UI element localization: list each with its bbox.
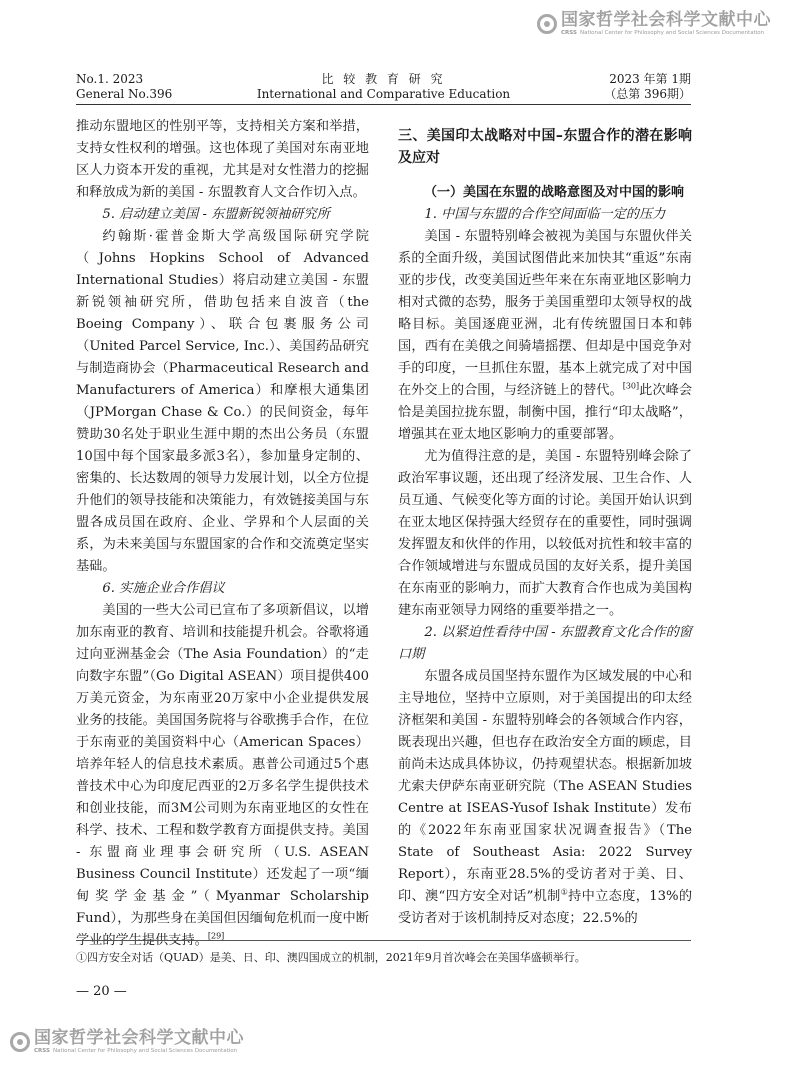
paragraph [76,600,369,952]
header-rule [76,104,691,105]
paragraph-text: 此次峰会恰是美国拉拢东盟，制衡中国，推行“印太战略”，增强其在亚太地区影响力的重要部署。 [398,383,693,442]
subheading: 1. 中国与东盟的合作空间面临一定的压力 [424,207,666,222]
subheading: 5. 启动建立美国 - 东盟新锐领袖研究所 [102,207,330,222]
watermark-title: 国家哲学社会科学文献中心 [561,10,771,30]
section-title: 三、美国印太战略对中国–东盟合作的潜在影响及应对 [398,128,692,166]
issue-number: No.1. 2023 [76,72,144,86]
paragraph-text: 东盟各成员国坚持东盟作为区域发展的中心和主导地位，坚持中立原则，对于美国提出的印太经济框架和美国 - 东盟特别峰会的各领域合作内容，既表现出兴趣，但也存在政治安全方面的顾虑，目前尚未达成具体协议，仍持观望状态。根据新加坡尤索夫伊萨东南亚研究院（The ASEAN Studies Centre at ISEAS-Yusof Ishak Institute）发布的《2022年东南亚国家状况调查报告》（The State of Southeast Asia: 2022 Survey Report），东南亚28.5%的受访者对于美、日、印、澳“四方安全对话”机制 [398,669,692,904]
paragraph: 推动东盟地区的性别平等，支持相关方案和举措，支持女性权利的增强。这也体现了美国对东南亚地区人力资本开发的重视，尤其是对女性潜力的挖掘和释放成为新的美国 - 东盟教育人文合作切入点。 [76,119,369,200]
page-number: — 20 — [76,984,127,999]
subheading: 6. 实施企业合作倡议 [102,581,225,596]
subheading: 2. 以紧迫性看待中国 - 东盟教育文化合作的窗口期 [398,625,692,662]
paragraph: 尤为值得注意的是，美国 - 东盟特别峰会除了政治军事议题，还出现了经济发展、卫生合作、人员互通、气候变化等方面的讨论。美国开始认识到在亚太地区保持强大经贸存在的重要性，同时强调发挥盟友和伙伴的作用，以较低对抗性和较丰富的合作领域增进与东盟成员国的友好关系，提升美国在东南亚的影响力，而扩大教育合作也成为美国构建东南亚领导力网络的重要举措之一。 [398,449,692,618]
watermark-subtitle: National Center for Philosophy and Social Sciences Documentation [579,30,765,36]
subsection-title: （一）美国在东盟的战略意图及对中国的影响 [424,185,685,200]
citation: [30] [622,381,640,391]
paragraph-text: 美国 - 东盟特别峰会被视为美国与东盟伙伴关系的全面升级，美国试图借此来加快其“重返”东南亚的步伐，改变美国近些年来在东南亚地区影响力相对式微的态势，服务于美国重塑印太领导权的战略目标。美国逐鹿亚洲，北有传统盟国日本和韩国，西有在美俄之间骑墙摇摆、但却是中国竞争对手的印度，一旦抓住东盟，基本上就完成了对中国在外交上的合围，与经济链上的替代。 [398,229,692,398]
right-column [398,116,692,930]
journal-title-cn: 比 较 教 育 研 究 [321,72,446,86]
center-logo-icon [10,1032,30,1052]
paragraph [398,226,692,446]
paragraph-text: 美国的一些大公司已宣布了多项新倡议，以增加东南亚的教育、培训和技能提升机会。谷歌将通过向亚洲基金会（The Asia Foundation）的“走向数字东盟”（Go Digital ASEAN）项目提供400万美元资金，为东南亚20万家中小企业提供发展业务的技能。美国国务院将与谷歌携手合作，在位于东南亚的美国资料中心（American Spaces）培养年轻人的信息技术素质。惠普公司通过5个惠普技术中心为印度尼西亚的2万多名学生提供技术和创业技能，而3M公司则为东南亚地区的女性在科学、技术、工程和数学教育方面提供支持。美国 - 东盟商业理事会研究所（U.S. ASEAN Business Council Institute）还发起了一项“缅甸奖学金基金”（Myanmar Scholarship Fund），为那些身在美国但因缅甸危机而一度中断学业的学生提供支持。 [76,603,369,948]
left-column [76,116,369,952]
citation: [29] [207,931,225,941]
paragraph-text: 持中立态度，13%的受访者对于该机制持反对态度；22.5%的 [398,889,693,926]
watermark-bottom [10,1027,244,1055]
watermark-subtitle: National Center for Philosophy and Social Sciences Documentation [52,1047,238,1054]
journal-header [76,72,691,102]
watermark-prefix: CRSS [561,30,577,36]
year-issue: 2023 年第 1期 [609,72,691,86]
footnote-rule [76,940,691,941]
footnote: ①四方安全对话（QUAD）是美、日、印、澳四国成立的机制，2021年9月首次峰会在美国华盛顿举行。 [76,951,586,964]
center-logo-icon [537,14,557,34]
watermark-top [537,12,771,37]
watermark-prefix: CRSS [34,1047,50,1054]
footnote-marker: ① [560,887,569,897]
general-number: General No.396 [76,87,173,101]
paragraph [398,666,692,930]
journal-title-en: International and Comparative Education [256,87,511,101]
total-issue: （总第 396期） [604,87,691,101]
paragraph: 约翰斯·霍普金斯大学高级国际研究学院（Johns Hopkins School of Advanced International Studies）将启动建立美国 - 东盟新锐领袖研究所，借助包括来自波音（the Boeing Company）、联合包裹服务公司（United Parcel Service, Inc.）、美国药品研究与制造商协会（Pharmaceutical Research and Manufacturers of America）和摩根大通集团（JPMorgan Chase & Co.）的民间资金，每年赞助30名处于职业生涯中期的杰出公务员（东盟10国中每个国家最多派3名），参加量身定制的、密集的、长达数周的领导力发展计划，以全方位提升他们的领导技能和决策能力，有效链接美国与东盟各成员国在政府、企业、学界和个人层面的关系，为未来美国与东盟国家的合作和交流奠定坚实基础。 [76,229,369,574]
watermark-title: 国家哲学社会科学文献中心 [34,1027,244,1048]
